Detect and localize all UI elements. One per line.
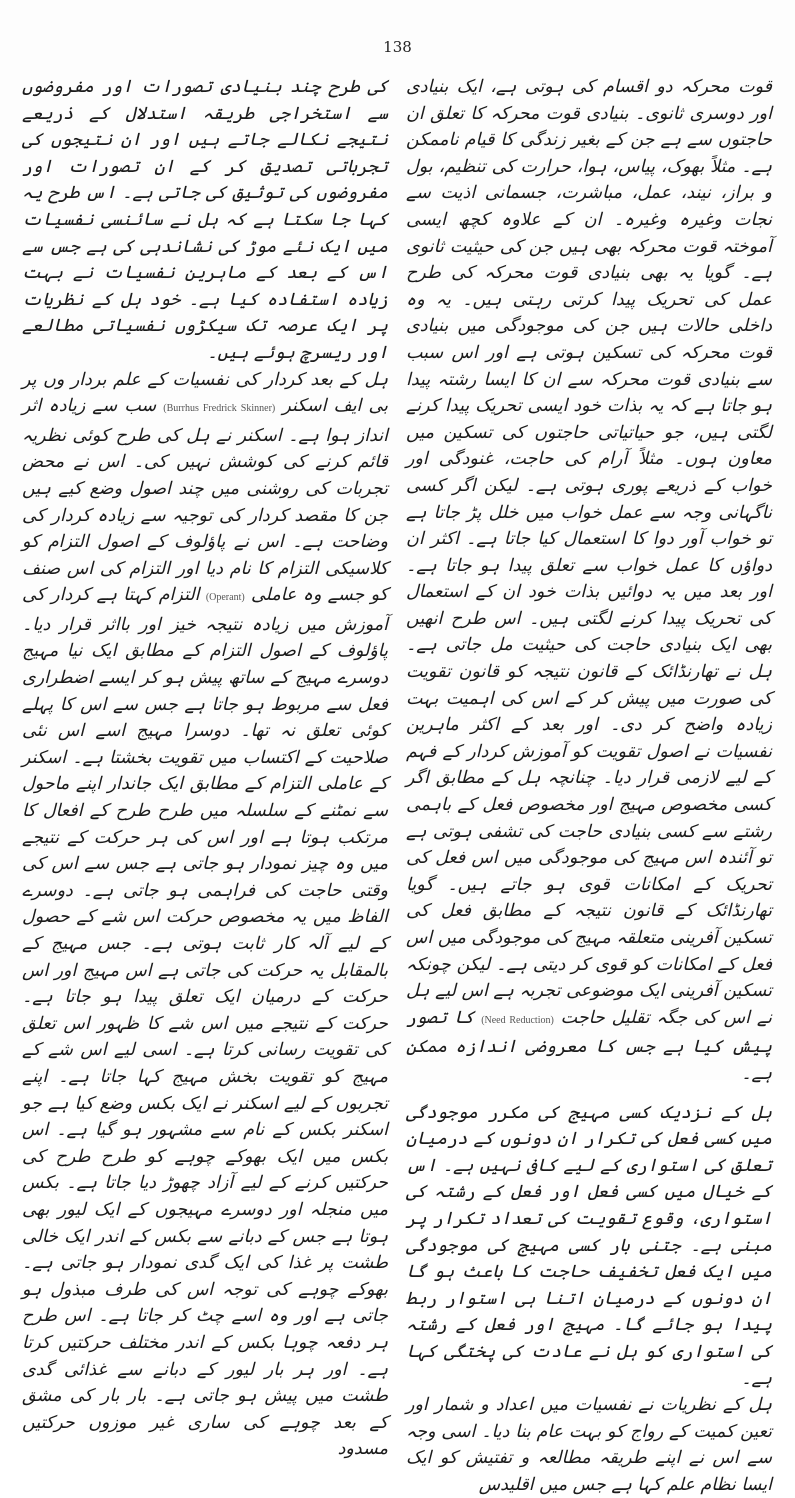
english-term: (Operant): [205, 592, 245, 604]
paragraph: ہل کے نزدیک کسی مہیج کی مکرر موجودگی میں کسی فعل کی تکرار ان دونوں کے درمیان تعلق کی استواری کے لیے کافی نہیں ہے۔ اس کے خیال میں کسی فعل اور فعل کے رشتہ کی استواری، وقوع تقویت کی تعداد تکرار پر مبنی ہے۔ جتنی بار کسی مہیج کی موجودگی میں ایک فعل تخفیف حاجت کا باعث ہو گا ان دونوں کے درمیان اتنا ہی استوار ربط پیدا ہو جائے گا۔ مہیج اور فعل کے رشتہ کی استواری کو ہل نے عادت کی پختگی کہا ہے۔: [406, 1102, 772, 1389]
paragraph: کی طرح چند بنیادی تصورات اور مفروضوں سے استخراجی طریقہ استدلال کے ذریعے نتیجے نکالے جاتے ہیں اور ان نتیجوں کی تجرباتی تصدیق کر کے ان تصورات اور مفروضوں کی توثیق کی جاتی ہے۔ اس طرح یہ کہا جا سکتا ہے کہ ہل نے سائنسی نفسیات میں ایک نئے موڑ کی نشاندہی کی ہے جس سے اس کے بعد کے ماہرین نفسیات نے بہت زیادہ استفادہ کیا ہے۔ خود ہل کے نظریات پر ایک عرصہ تک سیکڑوں نفسیاتی مطالعے اور ریسرچ ہوئے ہیں۔: [22, 77, 388, 363]
paragraph-text: التزام کہتا ہے کردار کی آموزش میں زیادہ نتیجہ خیز اور بااثر قرار دیا۔ پاؤلوف کے اصول التزام کے مطابق ایک نیا مہیج دوسرے مہیج کے ساتھ پیش ہو کر ایسے اضطراری فعل سے مربوط ہو جاتا ہے جس سے اس کا پہلے کوئی تعلق نہ تھا۔ دوسرا مہیج اسے اس نئی صلاحیت کے اکتساب میں تقویت بخشتا ہے۔ اسکنر کے عاملی التزام کے مطابق ایک جاندار اپنے ماحول سے نمٹنے کے سلسلہ میں طرح طرح کے افعال کا مرتکب ہوتا ہے اور اس کی ہر حرکت کے نتیجے میں وہ چیز نمودار ہو جاتی ہے جس سے اس کی وقتی حاجت کی فراہمی ہو جاتی ہے۔ دوسرے الفاظ میں یہ مخصوص حرکت اس شے کے حصول کے لیے آلہ کار ثابت ہوتی ہے۔ جس مہیج کے بالمقابل یہ حرکت کی جاتی ہے اس مہیج اور اس حرکت کے درمیان ایک تعلق پیدا ہو جاتا ہے۔ حرکت کے نتیجے میں اس شے کا ظہور اس تعلق کی تقویت رسانی کرتا ہے۔ اسی لیے اس شے کے مہیج کو تقویت بخش مہیج کہا جاتا ہے۔ اپنے تجربوں کے لیے اسکنر نے ایک بکس وضع کیا ہے جو اسکنر بکس کے نام سے مشہور ہو گیا ہے۔ اس بکس میں ایک بھوکے چوہے کو طرح طرح کی حرکتیں کرنے کے لیے آزاد چھوڑ دیا جاتا ہے۔ بکس میں منجلہ اور دوسرے مہیجوں کے ایک لیور بھی ہوتا ہے جس کے دبانے سے بکس کے اندر ایک خالی طشت پر غذا کی ایک گدی نمودار ہو جاتی ہے۔ بھوکے چوہے کی توجہ اس کی طرف مبذول ہو جاتی ہے اور وہ اسے چٹ کر جاتا ہے۔ اس طرح ہر دفعہ چوہا بکس کے اندر مختلف حرکتیں کرتا ہے۔ اور ہر بار لیور کے دبانے سے غذائی گدی طشت میں پیش ہو جاتی ہے۔ بار بار کی مشق کے بعد چوہے کی ساری غیر موزوں حرکتیں مسدود: [22, 585, 388, 1460]
paragraph-text: سب سے زیادہ اثر انداز ہوا ہے۔ اسکنر نے ہل کی طرح کوئی نظریہ قائم کرنے کی کوشش نہیں کی۔ اس نے محض تجربات کی روشنی میں چند اصول وضع کیے ہیں جن کا مقصد کردار کی توجیہ سے زیادہ کردار کی وضاحت ہے۔ اس نے پاؤلوف کے اصول التزام کو کلاسیکی التزام کا نام دیا اور التزام کی اس صنف کو جسے وہ عاملی: [22, 396, 388, 606]
right-text-column: [406, 74, 772, 1498]
page-number: 138: [383, 38, 412, 56]
paragraph-text: ہل کے بعد کردار کی نفسیات کے علم بردار وں پر بی ایف اسکنر: [22, 369, 388, 417]
english-term: (Need Reduction): [481, 1014, 554, 1026]
paragraph: [406, 74, 772, 1088]
english-term: (Burrhus Fredrick Skinner): [163, 403, 276, 415]
paragraph-text: قوت محرکہ دو اقسام کی ہوتی ہے، ایک بنیادی اور دوسری ثانوی۔ بنیادی قوت محرکہ کا تعلق ان حاجتوں سے ہے جن کے بغیر زندگی کا قیام ناممکن ہے۔ مثلاً بھوک، پیاس، ہوا، حرارت کی تنظیم، بول و براز، نیند، عمل، مباشرت، جسمانی اذیت سے نجات وغیرہ وغیرہ۔ ان کے علاوہ کچھ ایسی آموختہ قوت محرکہ بھی ہیں جن کی حیثیت ثانوی ہے۔ گویا یہ بھی بنیادی قوت محرکہ کی طرح عمل کی تحریک پیدا کرتی رہتی ہیں۔ یہ وہ داخلی حالات ہیں جن کی موجودگی میں بنیادی قوت محرکہ کی تسکین ہوتی ہے اور اس سبب سے بنیادی قوت محرکہ سے ان کا ایسا رشتہ پیدا ہو جاتا ہے کہ یہ بذات خود ایسی تحریک پیدا کرنے لگتی ہیں، جو حیاتیاتی حاجتوں کی تسکین میں معاون ہوں۔ مثلاً آرام کی حاجت، غنودگی اور خواب کے ذریعے پوری ہوتی ہے۔ لیکن اگر کسی ناگہانی وجہ سے عمل خواب میں خلل پڑ جاتا ہے تو خواب آور دوا کا استعمال کیا جاتا ہے۔ اکثر ان دواؤں کا عمل خواب سے تعلق پیدا ہو جاتا ہے۔ اور بعد میں یہ دوائیں بذات خود ان کے استعمال کی تحریک پیدا کرنے لگتی ہیں۔ اس طرح انھیں بھی ایک بنیادی حاجت کی حیثیت مل جاتی ہے۔ ہل نے تھارنڈائک کے قانون نتیجہ کو قانون تقویت کی صورت میں پیش کر کے اس کی اہمیت بہت زیادہ واضح کر دی۔ اور بعد کے اکثر ماہرین نفسیات نے اصول تقویت کو آموزش کردار کے فہم کے لیے لازمی قرار دیا۔ چنانچہ ہل کے مطابق اگر کسی مخصوص مہیج اور مخصوص فعل کے باہمی رشتے سے کسی بنیادی حاجت کی تشفی ہوتی ہے تو آئندہ اس مہیج کی موجودگی میں اس فعل کی تحریک کے امکانات قوی ہو جاتے ہیں۔ گویا تھارنڈائک کے قانون نتیجہ کے مطابق فعل کی تسکین آفرینی متعلقہ مہیج کی موجودگی میں اس فعل کے امکانات کو قوی کر دیتی ہے۔ لیکن چونکہ تسکین آفرینی ایک موضوعی تجربہ ہے اس لیے ہل نے اس کی جگہ تقلیل حاجت: [406, 77, 772, 1028]
paragraph-text: کا تصور پیش کیا ہے جس کا معروضی اندازہ ممکن ہے۔: [406, 1007, 772, 1084]
paragraph: ہل کے نظریات نے نفسیات میں اعداد و شمار اور تعین کمیت کے رواج کو بہت عام بنا دیا۔ اسی وجہ سے اس نے اپنے طریقہ مطالعہ و تفتیش کو ایک ایسا نظام علم کہا ہے جس میں اقلیدس: [406, 1395, 772, 1495]
left-text-column: [22, 74, 388, 1463]
paragraph: [22, 367, 388, 1463]
